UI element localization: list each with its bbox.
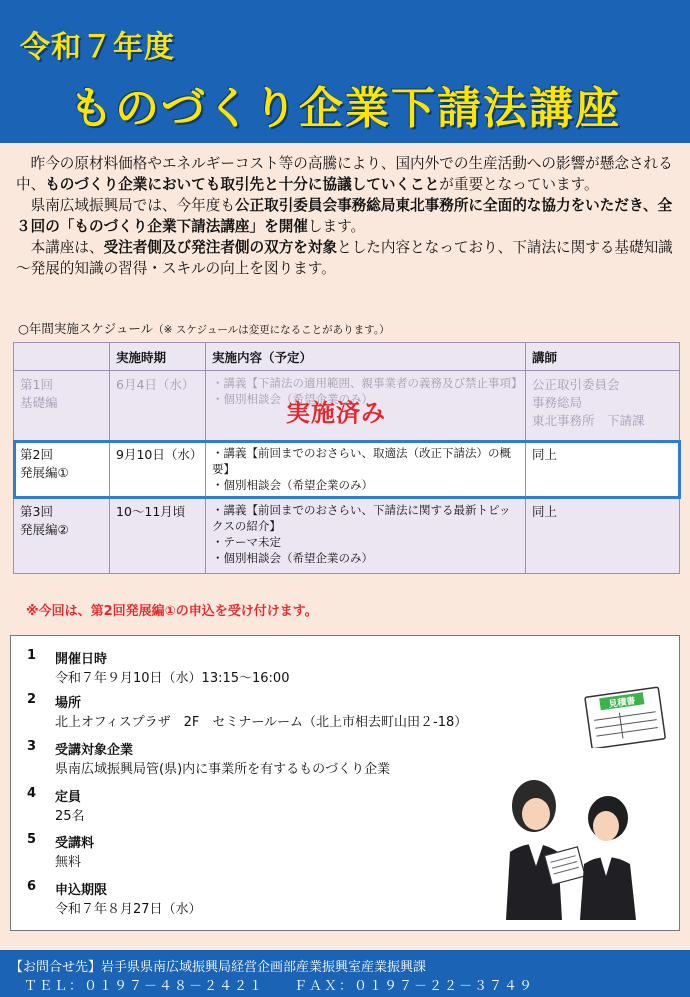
schedule-table: [13, 342, 680, 574]
content-line: ・テーマ未定: [212, 535, 281, 549]
session-number: 第3回: [20, 504, 53, 519]
session-type: 発展編②: [20, 522, 69, 537]
date-cell: 10～11月頃: [110, 498, 206, 574]
lecturer-line: 事務総局: [532, 395, 583, 410]
schedule-note: （※ スケジュールは変更になることがあります。）: [153, 324, 390, 336]
detail-value: 25名: [55, 809, 85, 824]
header-cell-lecturer: 講師: [526, 343, 680, 371]
session-type: 発展編①: [20, 465, 69, 480]
session-type: 基礎編: [20, 395, 58, 410]
intro-p3-bold: 受注者側及び発注者側の双方を対象: [103, 239, 338, 256]
detail-value: 北上オフィスプラザ 2F セミナールーム（北上市相去町山田２-18）: [55, 715, 468, 730]
session-cell: [14, 498, 110, 574]
intro-p2-bold: 公正取引委員会事務総局東北事務所に全面的な協力をいただき、全３回の「ものづくり企業下請法講座」を開催: [16, 197, 673, 235]
fiscal-year: 令和７年度: [20, 30, 175, 65]
intro-p1-c: が重要となっています。: [439, 176, 599, 193]
session-cell: [14, 371, 110, 441]
lecturer-cell: 同上: [526, 441, 680, 498]
detail-number: 5: [27, 832, 37, 847]
lecturer-cell: 同上: [526, 498, 680, 574]
page-title: ものづくり企業下請法講座: [69, 83, 621, 134]
session-number: 第1回: [20, 377, 53, 392]
session-number: 第2回: [20, 447, 53, 462]
quotation-label: 見積書: [607, 696, 637, 711]
content-cell: [206, 498, 526, 574]
schedule-row-3: [14, 498, 680, 574]
detail-value: 県南広域振興局管(県)内に事業所を有するものづくり企業: [55, 762, 391, 777]
session-cell: [14, 441, 110, 498]
detail-value: 令和７年８月27日（水）: [55, 902, 202, 917]
business-people-illustration: [496, 770, 646, 920]
content-line: ・個別相談会（希望企業のみ）: [212, 478, 373, 492]
intro-p1-a: 昨今の原材料価格やエネルギーコスト等の高騰により、国内外での生産活動への影響が懸念される中、: [16, 155, 673, 193]
content-line: ・講義【前回までのおさらい、取適法（改正下請法）の概要】: [212, 446, 511, 476]
intro-paragraph-2: [16, 195, 676, 237]
application-notice: ※今回は、第2回発展編①の申込を受け付けます。: [26, 604, 318, 619]
date-cell: 9月10日（水）: [110, 441, 206, 498]
detail-heading: 場所: [55, 696, 82, 711]
detail-value: 令和７年９月10日（水）13:15～16:00: [55, 671, 290, 686]
schedule-header-row: [14, 343, 680, 371]
schedule-label-text: ○年間実施スケジュール: [18, 321, 154, 336]
detail-number: 4: [27, 786, 37, 801]
detail-number: 2: [27, 692, 37, 707]
lecturer-cell: [526, 371, 680, 441]
detail-heading: 受講対象企業: [55, 743, 134, 758]
schedule-label: [18, 319, 390, 337]
header-cell-date: 実施時期: [110, 343, 206, 371]
intro-p2-c: します。: [307, 218, 366, 235]
lecturer-line: 東北事務所 下請課: [532, 413, 645, 428]
quotation-document-icon: [580, 686, 670, 748]
content-line: ・講義【前回までのおさらい、下請法に関する最新トピックスの紹介】: [212, 503, 511, 533]
detail-number: 3: [27, 739, 37, 754]
contact-org: 【お問合せ先】岩手県県南広域振興局経営企画部産業振興室産業振興課: [10, 960, 427, 975]
content-line: ・講義【下請法の適用範囲、親事業者の義務及び禁止事項】: [212, 376, 523, 390]
detail-heading: 申込期限: [55, 883, 108, 898]
schedule-row-2: [14, 441, 680, 498]
content-line: ・個別相談会（希望企業のみ）: [212, 392, 373, 406]
intro-text: [16, 153, 676, 279]
content-cell: [206, 441, 526, 498]
detail-heading: 定員: [55, 790, 82, 805]
detail-number: 1: [27, 648, 37, 663]
intro-p3-c: とした内容となっており、下請法に関する基礎知識～発展的知識の習得・スキルの向上を図ります。: [16, 239, 673, 277]
intro-p1-bold: ものづくり企業においても取引先と十分に協議していくこと: [45, 176, 440, 193]
header-cell-content: 実施内容（予定）: [206, 343, 526, 371]
intro-p3-a: 本講座は、: [30, 239, 104, 256]
lecturer-line: 公正取引委員会: [532, 377, 620, 392]
intro-paragraph-3: [16, 237, 676, 279]
contact-footer: [0, 950, 690, 997]
detail-heading: 開催日時: [55, 652, 108, 667]
detail-number: 6: [27, 879, 37, 894]
content-line: ・個別相談会（希望企業のみ）: [212, 551, 373, 565]
header-banner: [0, 0, 690, 143]
header-cell-blank: [14, 343, 110, 371]
detail-heading: 受講料: [55, 836, 95, 851]
contact-phone-fax: ＴＥＬ：０１９７－４８－２４２１ ＦＡＸ：０１９７－２２－３７４９: [24, 979, 535, 994]
detail-value: 無料: [55, 855, 82, 870]
done-stamp: 実施済み: [286, 399, 386, 427]
intro-paragraph-1: [16, 153, 676, 195]
date-cell: 6月4日（水）: [110, 371, 206, 441]
intro-p2-a: 県南広域振興局では、今年度も: [30, 197, 235, 214]
